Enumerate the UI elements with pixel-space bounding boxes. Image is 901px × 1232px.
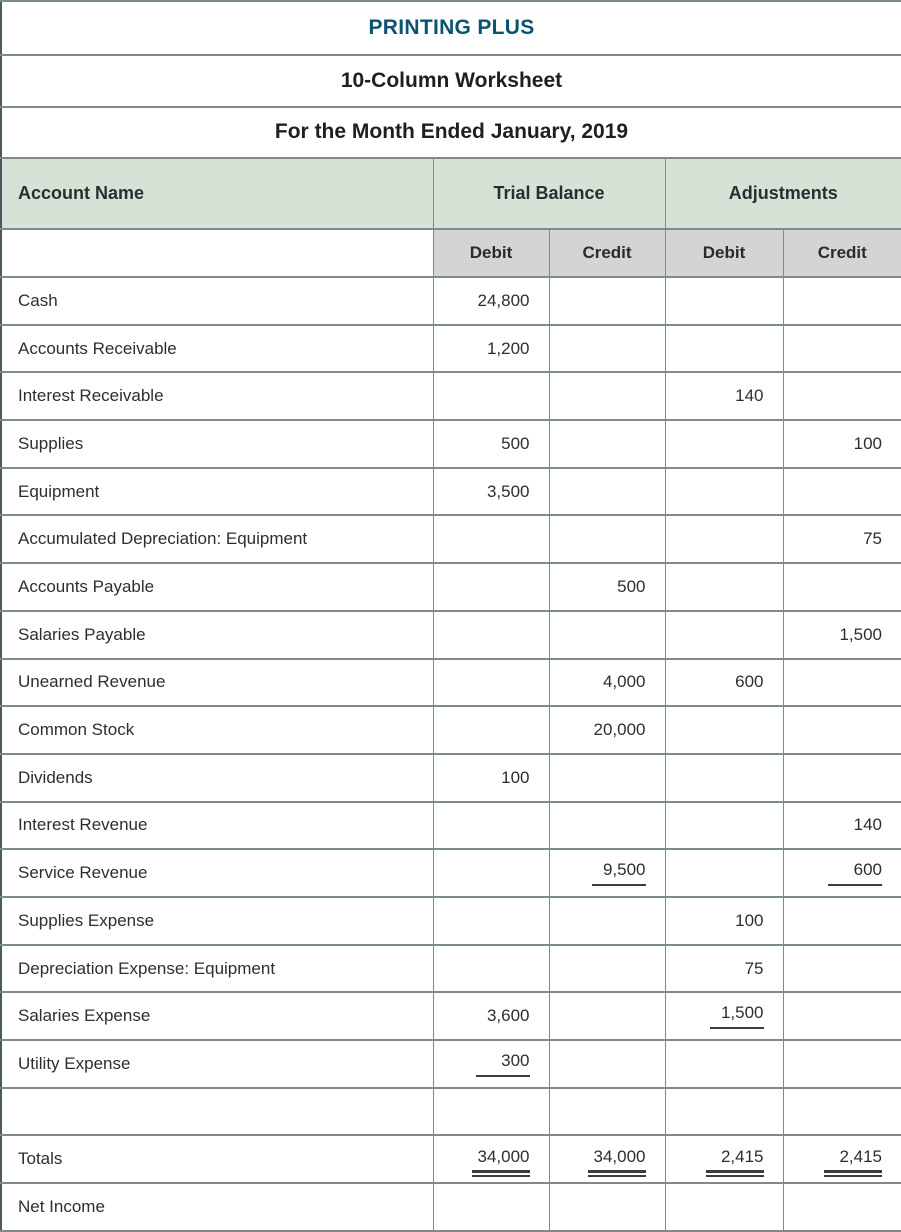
amount-cell bbox=[549, 754, 665, 802]
amount-cell bbox=[665, 802, 783, 850]
amount-cell bbox=[783, 563, 901, 611]
amount-value: 24,800 bbox=[477, 290, 530, 310]
amount-value: 34,000 bbox=[472, 1147, 530, 1172]
amount-value: 20,000 bbox=[593, 720, 646, 740]
adjustments-credit-header: Credit bbox=[783, 229, 901, 277]
table-row bbox=[1, 515, 901, 563]
account-name-cell bbox=[1, 897, 433, 945]
amount-cell bbox=[549, 659, 665, 707]
table-row bbox=[1, 325, 901, 373]
amount-cell bbox=[549, 849, 665, 897]
amount-cell bbox=[783, 372, 901, 420]
amount-cell bbox=[549, 1183, 665, 1231]
account-name-cell bbox=[1, 849, 433, 897]
amount-value: 1,200 bbox=[486, 338, 530, 358]
adjustments-header: Adjustments bbox=[665, 158, 901, 229]
amount-cell bbox=[549, 420, 665, 468]
amount-cell bbox=[549, 706, 665, 754]
account-name-cell bbox=[1, 420, 433, 468]
amount-value: 1,500 bbox=[710, 1003, 764, 1029]
amount-value: 140 bbox=[853, 815, 882, 835]
amount-cell bbox=[783, 1088, 901, 1136]
company-name: PRINTING PLUS bbox=[368, 15, 535, 39]
account-name-cell bbox=[1, 706, 433, 754]
amount-cell bbox=[665, 1040, 783, 1088]
worksheet-body bbox=[1, 277, 901, 1231]
amount-value: 4,000 bbox=[602, 672, 646, 692]
amount-cell bbox=[665, 659, 783, 707]
amount-cell bbox=[665, 611, 783, 659]
amount-cell bbox=[549, 897, 665, 945]
trial-balance-header: Trial Balance bbox=[433, 158, 665, 229]
trial-balance-credit-header: Credit bbox=[549, 229, 665, 277]
amount-cell bbox=[549, 611, 665, 659]
amount-value: 34,000 bbox=[588, 1147, 646, 1172]
account-name-header: Account Name bbox=[1, 158, 433, 229]
amount-cell bbox=[665, 420, 783, 468]
amount-cell bbox=[549, 1135, 665, 1183]
account-name-cell bbox=[1, 1135, 433, 1183]
amount-value: 75 bbox=[744, 958, 764, 978]
account-name-cell bbox=[1, 1183, 433, 1231]
amount-cell bbox=[549, 1040, 665, 1088]
account-name-cell bbox=[1, 372, 433, 420]
amount-cell bbox=[783, 945, 901, 993]
worksheet-title-cell bbox=[1, 55, 901, 107]
amount-value: 3,600 bbox=[486, 1006, 530, 1026]
account-name-label: Equipment bbox=[18, 481, 100, 501]
table-row bbox=[1, 372, 901, 420]
account-name-cell bbox=[1, 611, 433, 659]
amount-cell bbox=[665, 1183, 783, 1231]
account-name-label: Salaries Expense bbox=[18, 1006, 151, 1026]
amount-cell bbox=[433, 1088, 549, 1136]
amount-cell bbox=[433, 515, 549, 563]
account-name-cell bbox=[1, 754, 433, 802]
amount-value: 100 bbox=[853, 433, 882, 453]
account-name-label: Supplies bbox=[18, 433, 84, 453]
account-name-label: Cash bbox=[18, 290, 58, 310]
amount-cell bbox=[549, 515, 665, 563]
account-subheader-spacer bbox=[1, 229, 433, 277]
amount-cell bbox=[549, 325, 665, 373]
amount-cell bbox=[783, 849, 901, 897]
amount-cell bbox=[665, 468, 783, 516]
amount-cell bbox=[665, 849, 783, 897]
amount-cell bbox=[549, 563, 665, 611]
amount-cell bbox=[433, 611, 549, 659]
amount-cell bbox=[665, 277, 783, 325]
amount-value: 1,500 bbox=[839, 624, 882, 644]
amount-cell bbox=[433, 754, 549, 802]
amount-cell bbox=[433, 945, 549, 993]
amount-value: 600 bbox=[735, 672, 764, 692]
table-row bbox=[1, 849, 901, 897]
amount-cell bbox=[783, 897, 901, 945]
amount-cell bbox=[783, 1135, 901, 1183]
amount-cell bbox=[665, 325, 783, 373]
amount-value: 100 bbox=[501, 767, 530, 787]
worksheet-title: 10-Column Worksheet bbox=[340, 68, 563, 92]
amount-cell bbox=[783, 706, 901, 754]
trial-balance-debit-header: Debit bbox=[433, 229, 549, 277]
amount-cell bbox=[549, 802, 665, 850]
table-row bbox=[1, 706, 901, 754]
amount-value: 300 bbox=[476, 1051, 530, 1077]
amount-cell bbox=[433, 897, 549, 945]
company-title-cell bbox=[1, 1, 901, 55]
amount-value: 2,415 bbox=[824, 1147, 882, 1172]
amount-value: 140 bbox=[735, 386, 764, 406]
amount-cell bbox=[783, 420, 901, 468]
account-name-cell bbox=[1, 659, 433, 707]
amount-cell bbox=[783, 277, 901, 325]
account-name-cell bbox=[1, 992, 433, 1040]
amount-cell bbox=[433, 563, 549, 611]
table-row bbox=[1, 945, 901, 993]
amount-cell bbox=[433, 277, 549, 325]
account-name-label: Totals bbox=[18, 1149, 63, 1169]
amount-cell bbox=[665, 897, 783, 945]
account-name-label: Salaries Payable bbox=[18, 624, 146, 644]
table-row bbox=[1, 992, 901, 1040]
amount-value: 500 bbox=[501, 433, 530, 453]
account-name-label: Dividends bbox=[18, 767, 93, 787]
amount-cell bbox=[433, 992, 549, 1040]
amount-cell bbox=[783, 515, 901, 563]
account-name-label: Utility Expense bbox=[18, 1053, 131, 1073]
amount-cell bbox=[783, 468, 901, 516]
subheader-row bbox=[1, 229, 901, 277]
account-name-label: Interest Revenue bbox=[18, 815, 148, 835]
amount-cell bbox=[433, 468, 549, 516]
amount-cell bbox=[433, 372, 549, 420]
amount-cell bbox=[549, 468, 665, 516]
amount-cell bbox=[665, 754, 783, 802]
account-name-label: Service Revenue bbox=[18, 863, 148, 883]
amount-cell bbox=[783, 754, 901, 802]
period-row bbox=[1, 107, 901, 159]
amount-cell bbox=[665, 372, 783, 420]
account-name-label: Net Income bbox=[18, 1197, 105, 1217]
amount-cell bbox=[433, 1040, 549, 1088]
account-name-label: Interest Receivable bbox=[18, 386, 164, 406]
amount-value: 100 bbox=[735, 910, 764, 930]
table-row bbox=[1, 1183, 901, 1231]
amount-value: 600 bbox=[828, 860, 882, 886]
amount-cell bbox=[783, 611, 901, 659]
amount-cell bbox=[665, 992, 783, 1040]
account-name-cell bbox=[1, 277, 433, 325]
account-name-cell bbox=[1, 1088, 433, 1136]
table-row bbox=[1, 420, 901, 468]
account-name-label: Accounts Receivable bbox=[18, 338, 177, 358]
amount-cell bbox=[549, 992, 665, 1040]
amount-cell bbox=[549, 945, 665, 993]
account-name-cell bbox=[1, 515, 433, 563]
amount-cell bbox=[665, 945, 783, 993]
table-row bbox=[1, 659, 901, 707]
amount-cell bbox=[433, 659, 549, 707]
table-row bbox=[1, 754, 901, 802]
amount-cell bbox=[783, 659, 901, 707]
table-row bbox=[1, 1135, 901, 1183]
account-name-label: Depreciation Expense: Equipment bbox=[18, 958, 276, 978]
account-name-label: Supplies Expense bbox=[18, 910, 155, 930]
amount-cell bbox=[433, 325, 549, 373]
table-row bbox=[1, 1088, 901, 1136]
amount-cell bbox=[783, 1183, 901, 1231]
account-name-label: Accumulated Depreciation: Equipment bbox=[18, 529, 308, 549]
amount-cell bbox=[665, 1135, 783, 1183]
table-row bbox=[1, 1040, 901, 1088]
amount-value: 3,500 bbox=[486, 481, 530, 501]
amount-cell bbox=[783, 802, 901, 850]
amount-cell bbox=[433, 706, 549, 754]
amount-cell bbox=[665, 706, 783, 754]
amount-cell bbox=[665, 563, 783, 611]
amount-cell bbox=[665, 1088, 783, 1136]
account-name-cell bbox=[1, 563, 433, 611]
amount-cell bbox=[665, 515, 783, 563]
account-name-label: Common Stock bbox=[18, 720, 135, 740]
account-name-cell bbox=[1, 468, 433, 516]
amount-cell bbox=[433, 802, 549, 850]
table-row bbox=[1, 563, 901, 611]
amount-cell bbox=[433, 1135, 549, 1183]
company-title-row bbox=[1, 1, 901, 55]
amount-cell bbox=[783, 1040, 901, 1088]
account-name-label: Accounts Payable bbox=[18, 577, 155, 596]
amount-cell bbox=[549, 372, 665, 420]
worksheet-title-row bbox=[1, 55, 901, 107]
account-name-cell bbox=[1, 325, 433, 373]
amount-cell bbox=[783, 325, 901, 373]
amount-value: 75 bbox=[863, 529, 882, 549]
adjustments-debit-header: Debit bbox=[665, 229, 783, 277]
table-row bbox=[1, 468, 901, 516]
amount-value: 2,415 bbox=[706, 1147, 764, 1172]
amount-cell bbox=[433, 849, 549, 897]
table-row bbox=[1, 277, 901, 325]
amount-cell bbox=[783, 992, 901, 1040]
account-name-label: Unearned Revenue bbox=[18, 672, 166, 692]
table-row bbox=[1, 802, 901, 850]
amount-cell bbox=[549, 1088, 665, 1136]
account-name-cell bbox=[1, 1040, 433, 1088]
amount-cell bbox=[549, 277, 665, 325]
table-row bbox=[1, 611, 901, 659]
account-name-cell bbox=[1, 945, 433, 993]
amount-cell bbox=[433, 1183, 549, 1231]
amount-cell bbox=[433, 420, 549, 468]
amount-value: 9,500 bbox=[592, 860, 646, 886]
amount-value: 500 bbox=[617, 577, 646, 596]
group-header-row bbox=[1, 158, 901, 229]
table-row bbox=[1, 897, 901, 945]
period-cell bbox=[1, 107, 901, 159]
account-name-cell bbox=[1, 802, 433, 850]
period-label: For the Month Ended January, 2019 bbox=[274, 120, 629, 144]
